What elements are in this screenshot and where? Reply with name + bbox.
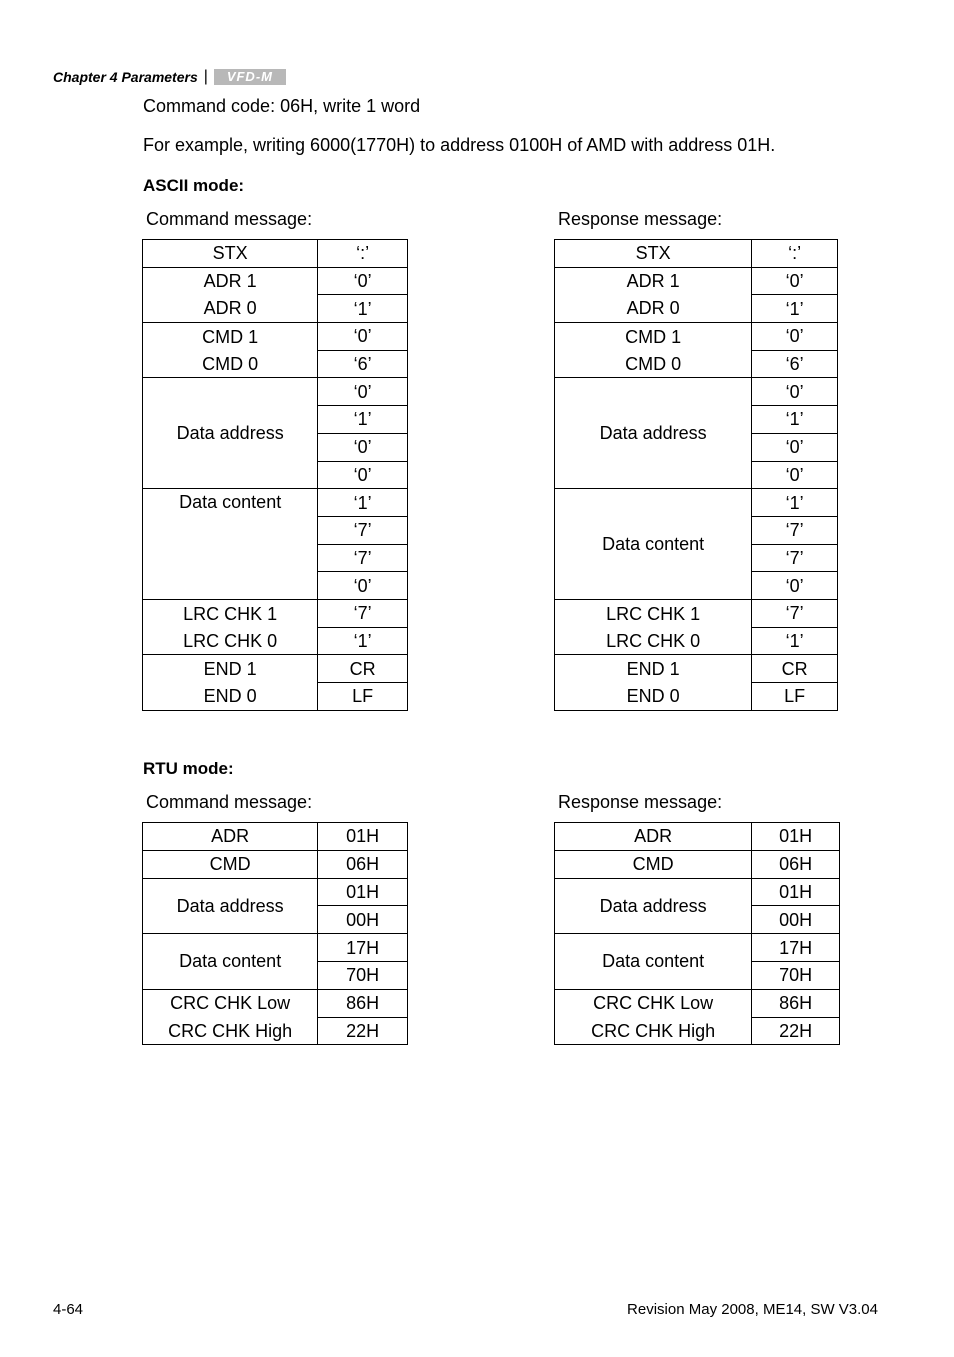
table-row: [555, 655, 838, 683]
rtu-response-caption: Response message:: [558, 792, 723, 812]
cell-label: END 1: [143, 655, 318, 683]
table-row: [143, 240, 408, 268]
ascii-response-table: [554, 239, 838, 711]
table-row: [143, 989, 408, 1017]
table-row: [143, 489, 408, 517]
cell-value: ‘0’: [752, 323, 838, 351]
table-row: [555, 350, 838, 378]
cell-label: CRC CHK Low: [143, 989, 318, 1017]
table-row: [555, 599, 838, 627]
cell-value: 01H: [318, 823, 408, 851]
table-row: [143, 350, 408, 378]
table-row: [143, 850, 408, 878]
ascii-command-caption: Command message:: [146, 209, 313, 229]
cell-value: ‘:’: [752, 240, 838, 268]
ascii-response-caption: Response message:: [558, 209, 723, 229]
table-row: [143, 599, 408, 627]
table-row: [143, 878, 408, 906]
cell-label: Data address: [143, 878, 318, 934]
table-row: [555, 878, 840, 906]
table-row: [555, 989, 840, 1017]
cell-value: 86H: [318, 989, 408, 1017]
cell-label: ADR: [555, 823, 752, 851]
cell-label: LRC CHK 1: [555, 599, 752, 627]
cell-value: 01H: [752, 823, 840, 851]
rtu-response-table: [554, 822, 840, 1045]
table-row: [555, 683, 838, 711]
cell-value: ‘:’: [318, 240, 408, 268]
page-number: 4-64: [53, 1301, 84, 1318]
cell-label: ADR 0: [143, 295, 318, 323]
cell-value: 01H: [752, 878, 840, 906]
cell-label: STX: [143, 240, 318, 268]
cell-label: END 0: [555, 683, 752, 711]
ascii-heading: ASCII mode:: [143, 176, 245, 195]
cell-value: 00H: [752, 906, 840, 934]
cell-value: ‘0’: [318, 461, 408, 489]
cell-value: 17H: [752, 934, 840, 962]
cell-value: ‘0’: [752, 267, 838, 295]
cell-label: Data address: [555, 878, 752, 934]
table-row: [555, 240, 838, 268]
cell-label: CMD 1: [555, 323, 752, 351]
table-row: [555, 267, 838, 295]
command-code-line: Command code: 06H, write 1 word: [143, 96, 421, 116]
cell-label: ADR 1: [143, 267, 318, 295]
cell-label: CRC CHK High: [555, 1017, 752, 1045]
cell-value: ‘7’: [752, 516, 838, 544]
cell-label: LRC CHK 1: [143, 599, 318, 627]
cell-value: ‘1’: [318, 489, 408, 517]
cell-label: Data content: [143, 489, 318, 600]
table-row: [143, 295, 408, 323]
cell-value: ‘6’: [752, 350, 838, 378]
cell-value: ‘0’: [318, 323, 408, 351]
table-row: [143, 1017, 408, 1045]
table-row: [555, 823, 840, 851]
cell-label: ADR: [143, 823, 318, 851]
table-row: [143, 267, 408, 295]
table-row: [143, 655, 408, 683]
table-row: [555, 850, 840, 878]
cell-value: ‘6’: [318, 350, 408, 378]
cell-value: 00H: [318, 906, 408, 934]
cell-value: ‘0’: [752, 572, 838, 600]
table-row: [555, 378, 838, 406]
table-row: [143, 378, 408, 406]
example-line: For example, writing 6000(1770H) to address 0100H of AMD with address 01H.: [143, 135, 776, 155]
cell-value: ‘7’: [318, 599, 408, 627]
cell-value: ‘7’: [318, 516, 408, 544]
cell-value: ‘0’: [318, 572, 408, 600]
cell-value: CR: [318, 655, 408, 683]
cell-label: END 1: [555, 655, 752, 683]
cell-label: CRC CHK High: [143, 1017, 318, 1045]
cell-label: Data content: [143, 934, 318, 990]
cell-value: ‘1’: [752, 627, 838, 655]
cell-value: 01H: [318, 878, 408, 906]
cell-value: 70H: [318, 961, 408, 989]
cell-label: CMD 0: [555, 350, 752, 378]
cell-value: 86H: [752, 989, 840, 1017]
cell-value: 06H: [752, 850, 840, 878]
cell-value: ‘1’: [752, 406, 838, 434]
cell-label: Data content: [555, 489, 752, 600]
cell-value: ‘1’: [752, 489, 838, 517]
cell-value: CR: [752, 655, 838, 683]
table-row: [143, 683, 408, 711]
table-row: [555, 1017, 840, 1045]
rtu-command-table: [142, 822, 408, 1045]
chapter-title: Chapter 4 Parameters: [53, 69, 198, 85]
cell-value: 70H: [752, 961, 840, 989]
revision-note: Revision May 2008, ME14, SW V3.04: [627, 1301, 878, 1318]
cell-label: CMD: [555, 850, 752, 878]
cell-label: CMD 1: [143, 323, 318, 351]
rtu-command-caption: Command message:: [146, 792, 313, 812]
cell-label: LRC CHK 0: [143, 627, 318, 655]
cell-value: ‘0’: [318, 267, 408, 295]
cell-label: CMD: [143, 850, 318, 878]
logo-text: VFD-M: [226, 69, 273, 84]
cell-label: Data address: [555, 378, 752, 489]
table-row: [555, 323, 838, 351]
cell-value: 17H: [318, 934, 408, 962]
cell-value: ‘7’: [318, 544, 408, 572]
cell-value: ‘0’: [318, 433, 408, 461]
rtu-heading: RTU mode:: [143, 759, 234, 778]
cell-label: CRC CHK Low: [555, 989, 752, 1017]
table-row: [555, 627, 838, 655]
table-row: [143, 323, 408, 351]
cell-label: CMD 0: [143, 350, 318, 378]
cell-value: ‘1’: [752, 295, 838, 323]
table-row: [143, 823, 408, 851]
cell-value: ‘1’: [318, 627, 408, 655]
cell-value: ‘0’: [752, 378, 838, 406]
cell-value: ‘0’: [752, 461, 838, 489]
cell-label: LRC CHK 0: [555, 627, 752, 655]
table-row: [555, 295, 838, 323]
cell-label: ADR 1: [555, 267, 752, 295]
header-separator: |: [203, 68, 208, 85]
cell-value: ‘7’: [752, 544, 838, 572]
cell-label: STX: [555, 240, 752, 268]
vfd-m-logo: [214, 69, 286, 85]
cell-value: 22H: [752, 1017, 840, 1045]
cell-label: END 0: [143, 683, 318, 711]
cell-value: ‘7’: [752, 599, 838, 627]
table-row: [143, 934, 408, 962]
cell-label: Data content: [555, 934, 752, 990]
cell-value: LF: [318, 683, 408, 711]
cell-value: LF: [752, 683, 838, 711]
cell-value: ‘0’: [752, 433, 838, 461]
table-row: [555, 489, 838, 517]
cell-label: ADR 0: [555, 295, 752, 323]
cell-value: ‘1’: [318, 295, 408, 323]
cell-value: 22H: [318, 1017, 408, 1045]
table-row: [555, 934, 840, 962]
table-row: [143, 627, 408, 655]
page-header: [53, 68, 286, 86]
cell-value: 06H: [318, 850, 408, 878]
cell-label: Data address: [143, 378, 318, 489]
cell-value: ‘1’: [318, 406, 408, 434]
cell-value: ‘0’: [318, 378, 408, 406]
ascii-command-table: [142, 239, 408, 711]
